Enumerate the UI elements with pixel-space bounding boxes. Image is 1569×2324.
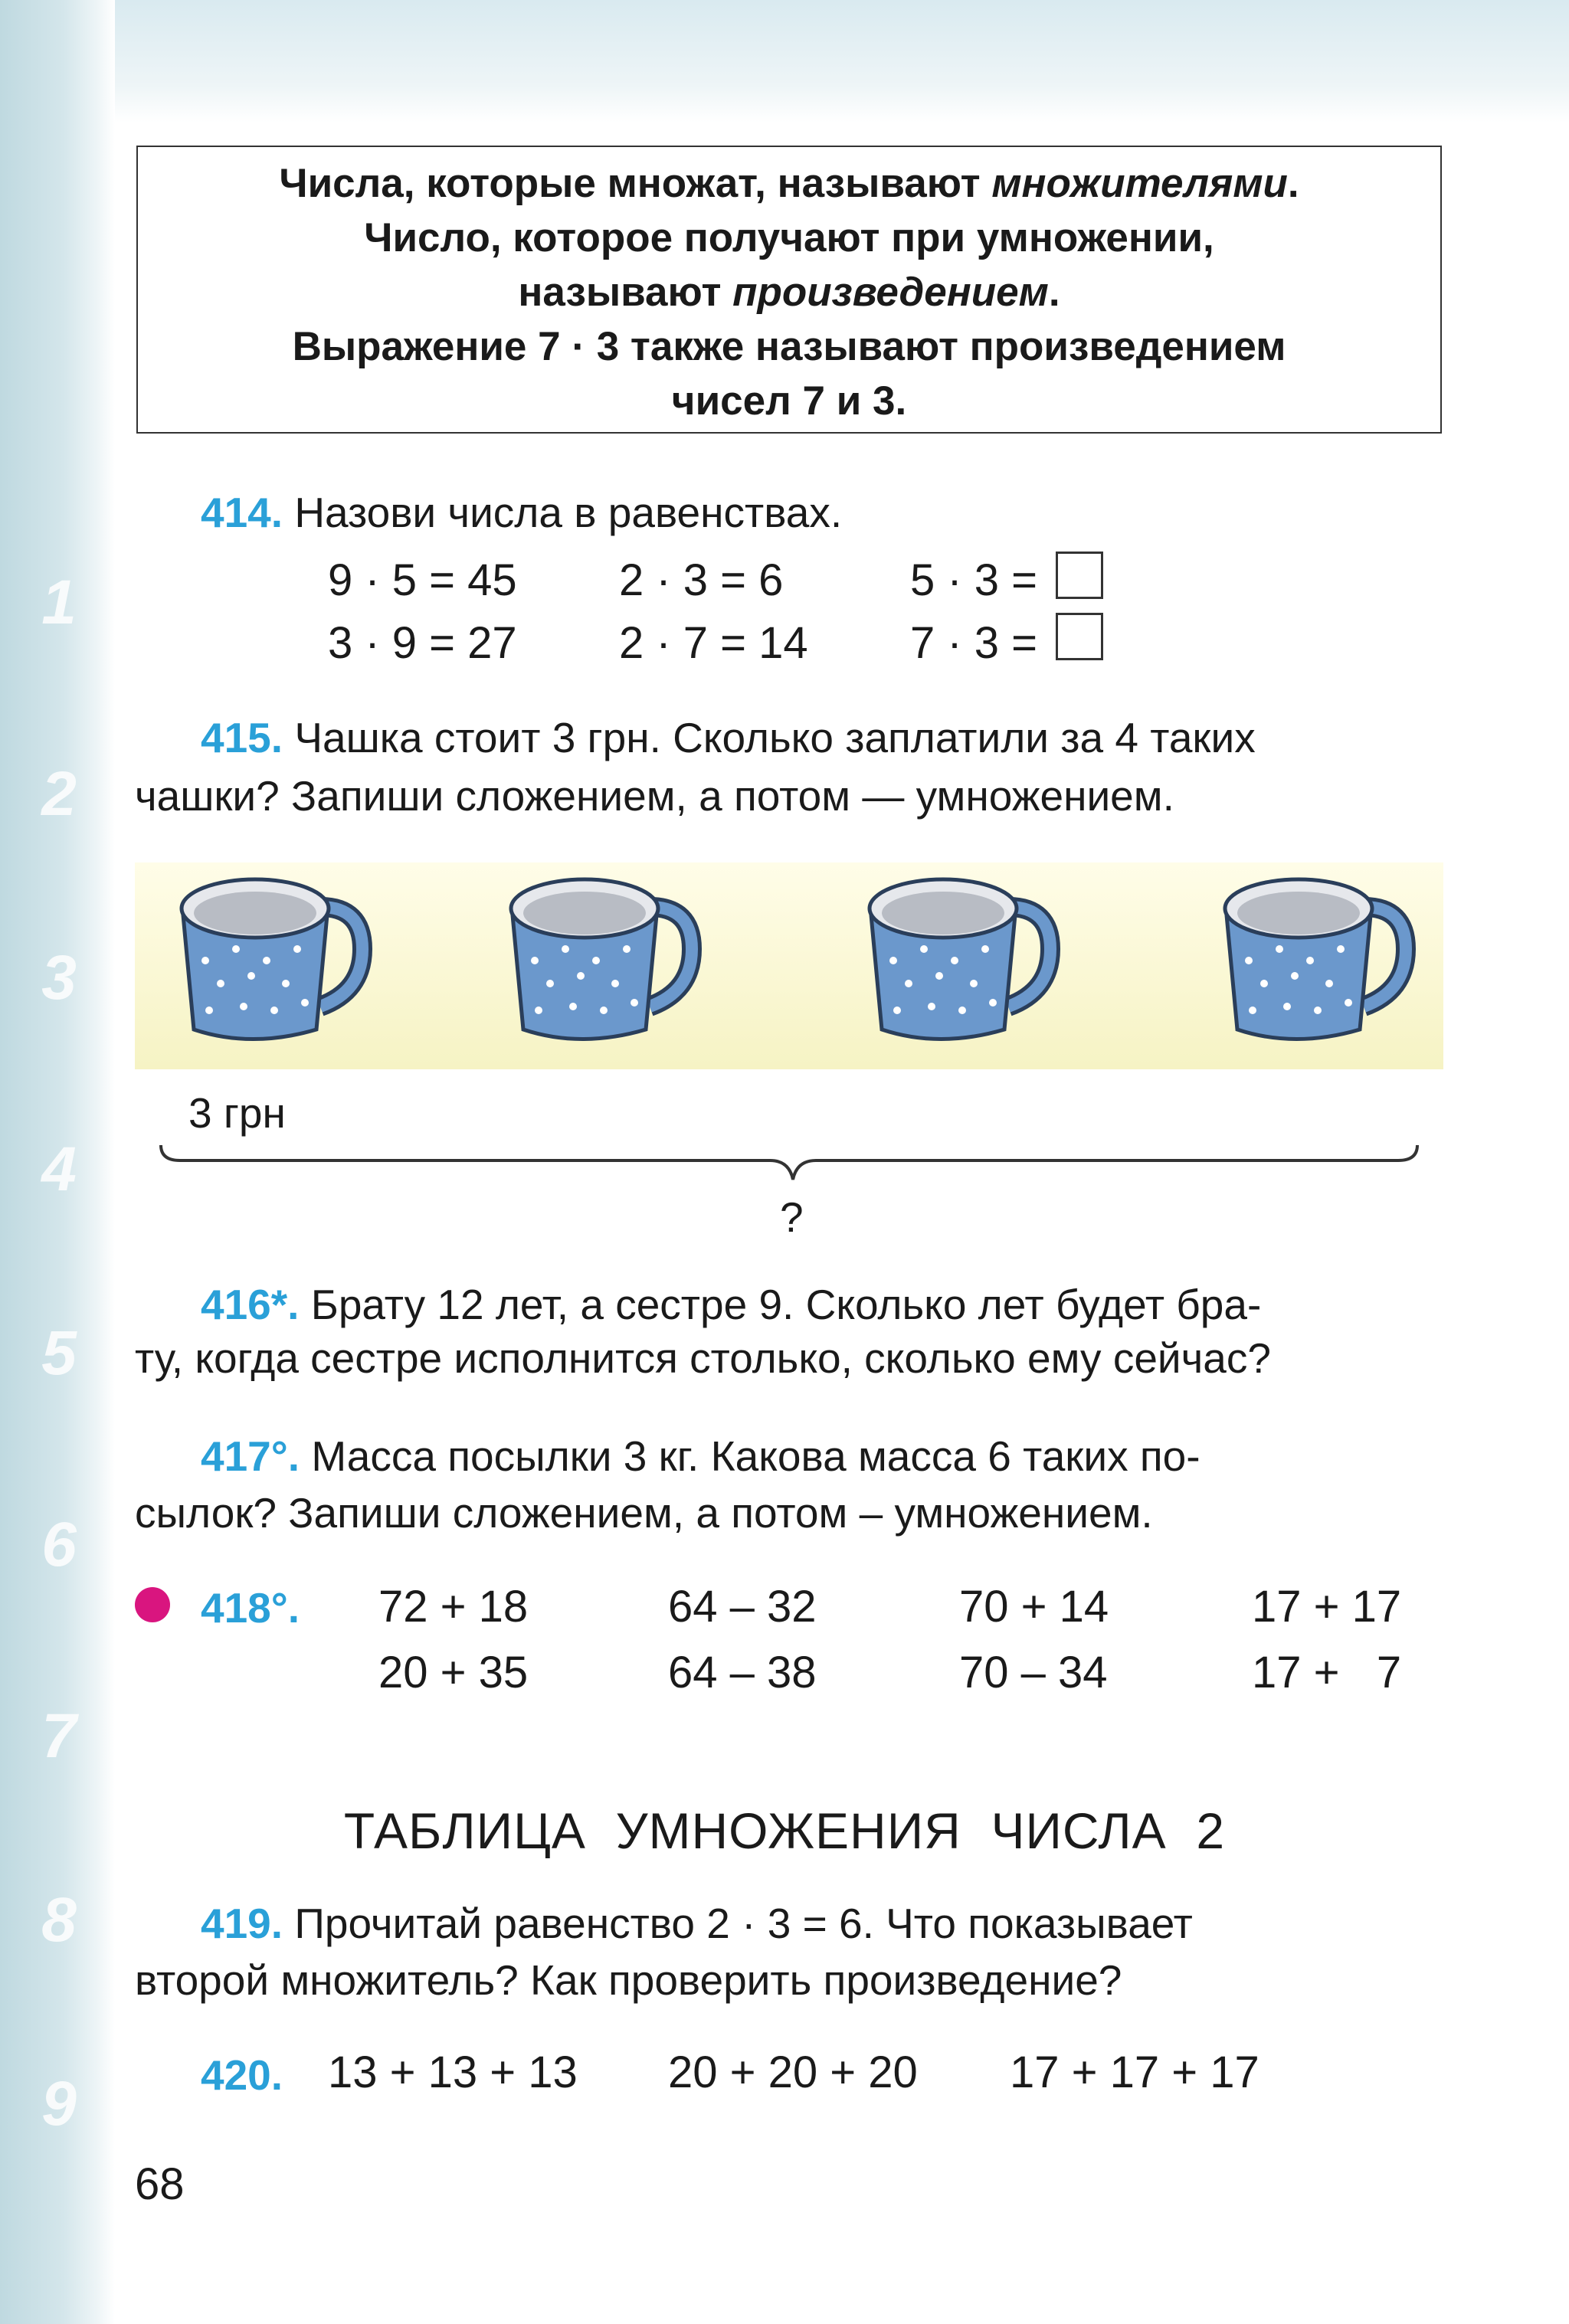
cup-image [504, 876, 703, 1060]
definition-line: чисел 7 и 3. [671, 378, 907, 424]
expression: 20 + 35 [378, 1648, 529, 1697]
exercise-414 [201, 487, 842, 538]
expression: 13 + 13 + 13 [328, 2047, 578, 2097]
exercise-text: Назови числа в равенствах. [294, 489, 843, 536]
cup-image [863, 876, 1062, 1060]
exercise-text: Масса посылки 3 кг. Какова масса 6 таких по- [311, 1432, 1200, 1480]
exercise-text: чашки? Запиши сложением, а потом — умножением. [135, 772, 1174, 820]
page-number: 68 [135, 2159, 185, 2209]
exercise-number: 419. [201, 1900, 283, 1947]
expression: 17 + 17 [1252, 1582, 1402, 1632]
definition-line: Выражение 7 · 3 также называют произведением [292, 324, 1286, 369]
exercise-number: 415. [201, 714, 283, 761]
top-band [0, 0, 1569, 123]
bullet-dot [135, 1587, 170, 1622]
expression: 17 + 17 + 17 [1010, 2047, 1259, 2097]
expression: 70 – 34 [959, 1648, 1108, 1697]
exercise-number: 420. [201, 2051, 283, 2099]
exercise-419 [201, 1898, 1193, 1949]
definition-line: называют произведением. [518, 270, 1060, 315]
expression: 64 – 32 [668, 1582, 817, 1632]
margin-number: 3 [41, 943, 77, 1013]
margin-number: 5 [41, 1318, 77, 1388]
margin-number: 9 [41, 2069, 77, 2139]
equation: 3 · 9 = 27 [328, 618, 517, 668]
exercise-417 [201, 1431, 1200, 1481]
exercise-text: ту, когда сестре исполнится столько, сколько ему сейчас? [135, 1334, 1271, 1382]
definition-line: Числа, которые множат, называют множителями. [279, 161, 1299, 206]
exercise-text: сылок? Запиши сложением, а потом – умножением. [135, 1489, 1153, 1537]
margin-number: 6 [41, 1510, 77, 1579]
exercise-number: 416*. [201, 1281, 300, 1328]
equation: 5 · 3 = [910, 555, 1038, 605]
margin-number: 7 [41, 1701, 77, 1771]
exercise-number: 417°. [201, 1432, 300, 1480]
question-mark: ? [780, 1193, 804, 1241]
exercise-418 [201, 1583, 300, 1633]
cups-illustration [135, 862, 1443, 1069]
section-title: ТАБЛИЦА УМНОЖЕНИЯ ЧИСЛА 2 [343, 1802, 1226, 1859]
expression: 64 – 38 [668, 1648, 817, 1697]
expression: 70 + 14 [959, 1582, 1109, 1632]
exercise-number: 414. [201, 489, 283, 536]
equation: 2 · 3 = 6 [619, 555, 784, 605]
cup-image [1218, 876, 1417, 1060]
exercise-416 [201, 1279, 1261, 1330]
expression: 17 + 7 [1252, 1648, 1402, 1697]
equation: 9 · 5 = 45 [328, 555, 517, 605]
margin-number: 8 [41, 1885, 77, 1955]
equation: 7 · 3 = [910, 618, 1038, 668]
exercise-number: 418°. [201, 1584, 300, 1632]
answer-box[interactable] [1056, 613, 1103, 660]
exercise-420 [201, 2050, 283, 2100]
term-multipliers: множителями [991, 161, 1288, 206]
exercise-text: Прочитай равенство 2 · 3 = 6. Что показывает [294, 1900, 1193, 1947]
definition-box [136, 146, 1442, 434]
side-band [0, 0, 115, 2324]
expression: 20 + 20 + 20 [668, 2047, 918, 2097]
exercise-text: второй множитель? Как проверить произведение? [135, 1956, 1122, 2004]
price-label: 3 грн [188, 1089, 286, 1137]
margin-number: 2 [41, 759, 77, 829]
equation: 2 · 7 = 14 [619, 618, 808, 668]
exercise-415 [201, 712, 1256, 763]
cup-image [175, 876, 374, 1060]
margin-number: 4 [41, 1134, 77, 1204]
term-product: произведением [732, 270, 1049, 315]
answer-box[interactable] [1056, 552, 1103, 599]
definition-line: Число, которое получают при умножении, [364, 215, 1214, 260]
expression: 72 + 18 [378, 1582, 529, 1632]
curly-brace [157, 1141, 1421, 1187]
exercise-text: Брату 12 лет, а сестре 9. Сколько лет будет бра- [310, 1281, 1262, 1328]
exercise-text: Чашка стоит 3 грн. Сколько заплатили за 4 таких [294, 714, 1256, 761]
margin-number: 1 [41, 568, 77, 637]
